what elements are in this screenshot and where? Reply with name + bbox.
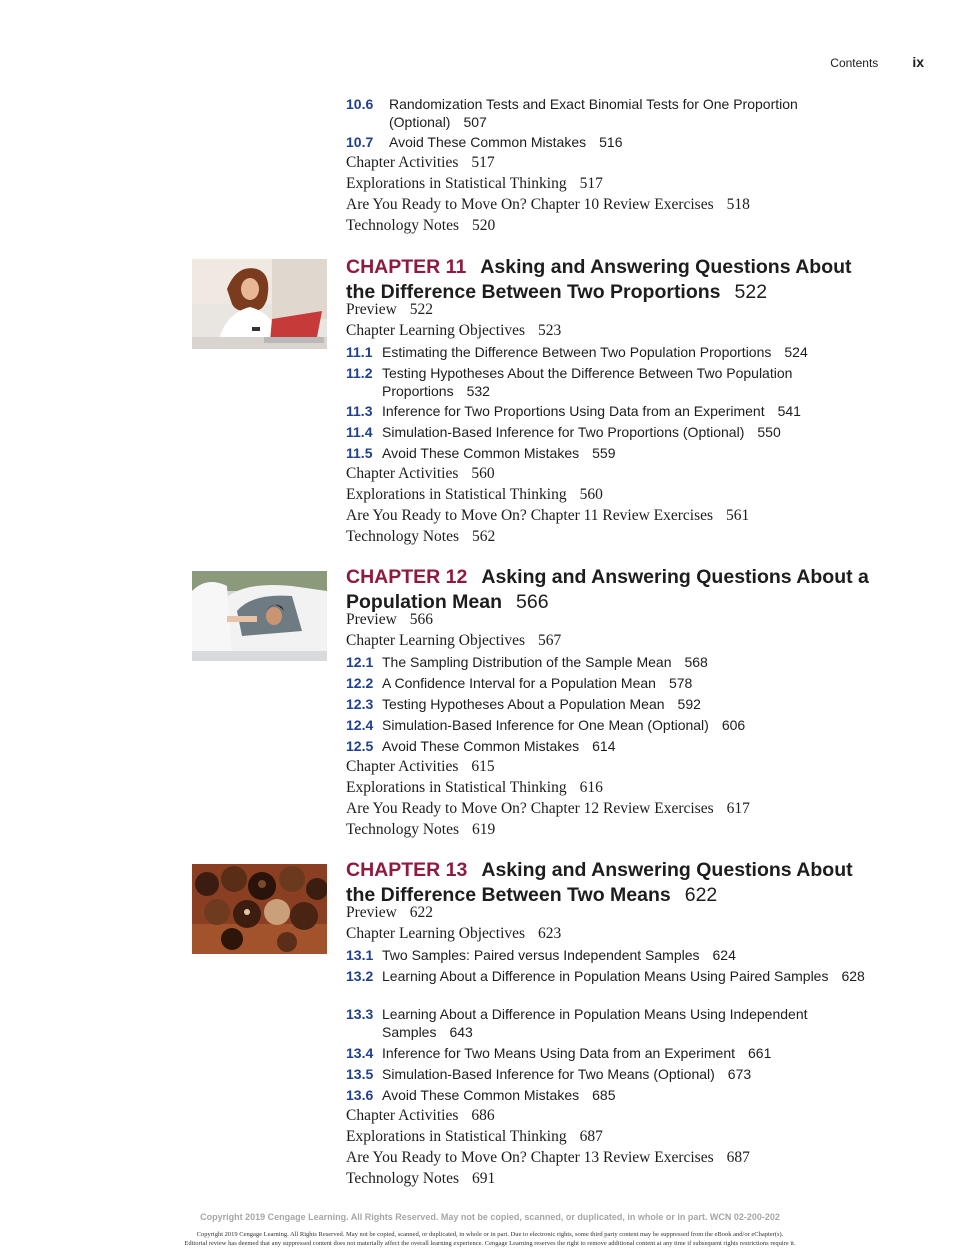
toc-entry-activities[interactable] [346,154,495,172]
entry-page: 562 [472,528,496,545]
section-title: Simulation-Based Inference for Two Means (Optional) [382,1066,715,1082]
running-head-title: Contents [830,56,879,70]
section-title: The Sampling Distribution of the Sample Mean [382,654,672,670]
section-number: 13.1 [346,947,374,963]
chapter-title: Asking and Answering Questions About a Population Mean [346,566,869,613]
entry-title: Technology Notes [346,217,459,234]
entry-page: 523 [538,322,562,339]
chapter-11-photo [192,259,327,349]
section-number: 12.1 [346,654,374,670]
section-number: 12.3 [346,696,374,712]
section-page: 532 [466,383,490,399]
section-title: Two Samples: Paired versus Independent Samples [382,947,700,963]
toc-section[interactable] [346,1086,876,1104]
chapter-label: CHAPTER 12 [346,566,468,588]
entry-title: Technology Notes [346,1170,459,1187]
entry-page: 615 [471,758,495,775]
section-title: Randomization Tests and Exact Binomial Tests for One Proportion (Optional) [389,96,798,130]
section-page: 578 [668,675,693,691]
entry-title: Explorations in Statistical Thinking [346,486,567,503]
section-title: Avoid These Common Mistakes [382,738,580,754]
entry-page: 687 [726,1149,750,1166]
section-number: 11.4 [346,424,373,440]
section-number: 10.6 [346,96,374,112]
toc-entry-review[interactable] [346,800,750,818]
toc-section[interactable] [346,674,876,692]
section-page: 685 [592,1087,616,1103]
toc-section[interactable] [346,1044,876,1062]
section-title: Simulation-Based Inference for One Mean (Optional) [382,717,709,733]
chapter-heading[interactable] [346,565,886,615]
toc-entry-review[interactable] [346,507,749,525]
section-page: 643 [449,1024,473,1040]
toc-section[interactable] [346,716,876,734]
section-title: Testing Hypotheses About the Difference Between Two Population Proportions [382,365,793,399]
entry-page: 623 [538,925,562,942]
chapter-label: CHAPTER 13 [346,859,468,881]
entry-page: 619 [472,821,496,838]
section-title: Learning About a Difference in Population Means Using Independent Samples [382,1006,808,1040]
section-number: 11.1 [346,344,373,360]
toc-entry-tech-notes[interactable] [346,821,495,839]
section-page: 550 [757,424,781,440]
entry-page: 691 [472,1170,496,1187]
running-header [830,54,924,70]
toc-entry-objectives[interactable] [346,632,561,650]
toc-entry-tech-notes[interactable] [346,217,495,235]
section-number: 13.5 [346,1066,374,1082]
entry-page: 566 [409,611,434,628]
entry-title: Chapter Activities [346,154,459,171]
toc-section[interactable] [346,967,876,985]
section-page: 592 [677,696,701,712]
entry-page: 560 [471,465,495,482]
toc-section[interactable] [346,364,876,400]
section-page: 673 [727,1066,752,1082]
toc-entry-activities[interactable] [346,1107,495,1125]
entry-page: 517 [579,175,603,192]
entry-title: Are You Ready to Move On? Chapter 13 Review Exercises [346,1149,714,1166]
chapter-title: Asking and Answering Questions About the Difference Between Two Proportions [346,256,852,303]
toc-section[interactable] [346,444,876,462]
entry-title: Preview [346,301,397,318]
section-title: Avoid These Common Mistakes [382,1087,580,1103]
toc-section[interactable] [346,695,876,713]
toc-entry-activities[interactable] [346,465,495,483]
toc-entry-explorations[interactable] [346,1128,603,1146]
chapter-12-photo [192,571,327,661]
section-page: 559 [592,445,616,461]
chapter-13-photo [192,864,327,954]
toc-section[interactable] [346,1065,876,1083]
section-title: A Confidence Interval for a Population Mean [382,675,656,691]
section-title: Simulation-Based Inference for Two Proportions (Optional) [382,424,745,440]
entry-page: 517 [471,154,495,171]
entry-title: Explorations in Statistical Thinking [346,779,567,796]
entry-title: Explorations in Statistical Thinking [346,1128,567,1145]
section-number: 12.2 [346,675,374,691]
section-number: 11.3 [346,403,373,419]
entry-title: Chapter Activities [346,465,459,482]
section-page: 507 [463,114,487,130]
copyright-legal [0,1230,980,1248]
copyright-watermark: Copyright 2019 Cengage Learning. All Rights Reserved. May not be copied, scanned, or duplicated, in whole or in part. WCN 02-200-202 [200,1212,780,1222]
section-title: Avoid These Common Mistakes [382,445,580,461]
entry-page: 686 [471,1107,495,1124]
section-number: 13.4 [346,1045,374,1061]
toc-entry-tech-notes[interactable] [346,1170,495,1188]
section-page: 541 [777,403,801,419]
section-title: Avoid These Common Mistakes [389,134,587,150]
section-page: 614 [592,738,616,754]
chapter-heading[interactable] [346,858,886,908]
entry-page: 617 [726,800,750,817]
section-page: 524 [784,344,808,360]
entry-title: Chapter Learning Objectives [346,925,526,942]
entry-title: Are You Ready to Move On? Chapter 12 Review Exercises [346,800,714,817]
section-title: Learning About a Difference in Population Means Using Paired Samples [382,968,829,984]
entry-page: 522 [409,301,434,318]
section-number: 13.3 [346,1006,374,1022]
section-number: 11.2 [346,365,373,381]
toc-entry-review[interactable] [346,1149,750,1167]
chapter-page: 522 [734,281,768,303]
legal-line-2: Editorial review has deemed that any suppressed content does not materially affect the overall learning experience. Cengage Learning reserves the right to remove additional content at any time if subsequent rights restrictions require it. [184,1240,796,1247]
entry-title: Chapter Learning Objectives [346,632,526,649]
toc-section[interactable] [346,402,876,420]
entry-title: Explorations in Statistical Thinking [346,175,567,192]
entry-page: 561 [726,507,750,524]
page-number: ix [912,54,924,70]
entry-title: Chapter Activities [346,758,459,775]
toc-entry-objectives[interactable] [346,925,561,943]
chapter-page: 622 [684,884,718,906]
entry-page: 687 [579,1128,603,1145]
toc-entry-explorations[interactable] [346,175,603,193]
section-page: 516 [599,134,623,150]
entry-title: Technology Notes [346,821,459,838]
entry-page: 622 [409,904,434,921]
toc-entry-activities[interactable] [346,758,495,776]
toc-section[interactable] [346,1005,876,1041]
section-title: Inference for Two Means Using Data from an Experiment [382,1045,736,1061]
entry-title: Chapter Activities [346,1107,459,1124]
entry-page: 520 [472,217,496,234]
toc-section[interactable] [346,423,876,441]
entry-title: Preview [346,611,397,628]
toc-section[interactable] [346,946,876,964]
chapter-page: 566 [516,591,549,613]
section-page: 661 [748,1045,772,1061]
toc-entry-preview[interactable] [346,904,433,922]
entry-title: Are You Ready to Move On? Chapter 11 Review Exercises [346,507,714,524]
entry-page: 560 [579,486,603,503]
entry-page: 567 [538,632,562,649]
chapter-label: CHAPTER 11 [346,256,467,278]
section-number: 12.4 [346,717,374,733]
toc-entry-preview[interactable] [346,301,433,319]
entry-page: 616 [579,779,603,796]
toc-entry-preview[interactable] [346,611,433,629]
entry-title: Chapter Learning Objectives [346,322,526,339]
toc-entry-tech-notes[interactable] [346,528,495,546]
section-title: Estimating the Difference Between Two Population Proportions [382,344,772,360]
toc-section[interactable] [346,653,876,671]
toc-section[interactable] [346,737,876,755]
toc-entry-objectives[interactable] [346,322,561,340]
section-number: 11.5 [346,445,373,461]
toc-section[interactable] [346,343,876,361]
entry-title: Technology Notes [346,528,459,545]
toc-section[interactable] [346,133,876,151]
section-number: 10.7 [346,134,374,150]
chapter-heading[interactable] [346,255,886,305]
section-title: Testing Hypotheses About a Population Mean [382,696,665,712]
section-number: 13.2 [346,968,374,984]
entry-page: 518 [726,196,750,213]
legal-line-1: Copyright 2019 Cengage Learning. All Rights Reserved. May not be copied, scanned, or duplicated, in whole or in part. Due to electronic rights, some third party content may be suppressed from the eBook and/or eChapter(s). [196,1231,784,1238]
toc-entry-review[interactable] [346,196,750,214]
toc-entry-explorations[interactable] [346,779,603,797]
toc-entry-explorations[interactable] [346,486,603,504]
section-page: 628 [841,968,865,984]
toc-section[interactable] [346,95,876,131]
section-page: 606 [721,717,746,733]
entry-title: Preview [346,904,397,921]
section-title: Inference for Two Proportions Using Data from an Experiment [382,403,765,419]
section-number: 13.6 [346,1087,374,1103]
entry-title: Are You Ready to Move On? Chapter 10 Review Exercises [346,196,714,213]
section-page: 568 [684,654,708,670]
chapter-title: Asking and Answering Questions About the Difference Between Two Means [346,859,853,906]
section-number: 12.5 [346,738,374,754]
section-page: 624 [712,947,736,963]
